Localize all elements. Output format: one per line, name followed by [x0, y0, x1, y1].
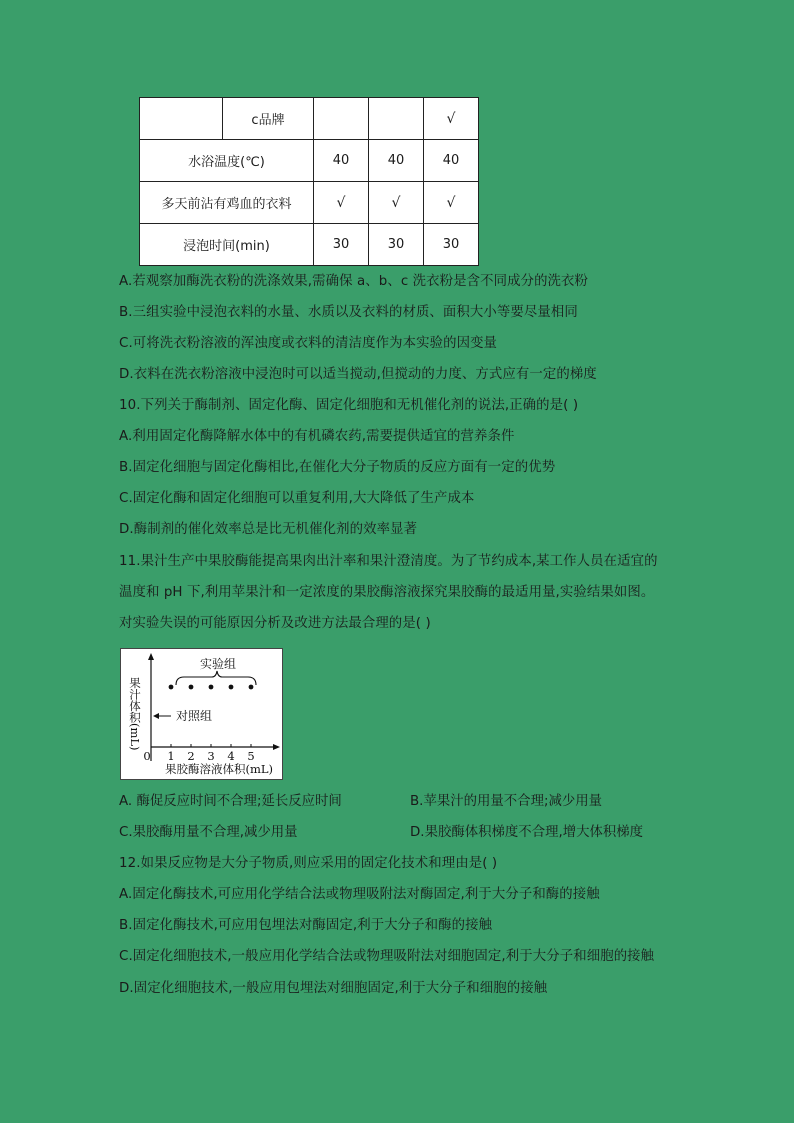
table-cell — [314, 98, 369, 140]
table-cell: c品牌 — [223, 98, 314, 140]
q10-option-a: A.利用固定化酶降解水体中的有机磷农药,需要提供适宜的营养条件 — [119, 429, 515, 444]
table-cell: 多天前沾有鸡血的衣料 — [140, 182, 314, 224]
table-cell — [369, 98, 424, 140]
table-cell: 水浴温度(℃) — [140, 140, 314, 182]
data-point — [189, 685, 194, 690]
q10-option-d: D.酶制剂的催化效率总是比无机催化剂的效率显著 — [119, 522, 418, 537]
table-cell: √ — [424, 182, 479, 224]
q9-option-b: B.三组实验中浸泡衣料的水量、水质以及衣料的材质、面积大小等要尽量相同 — [119, 305, 578, 320]
table-cell: 40 — [369, 140, 424, 182]
table-cell: √ — [314, 182, 369, 224]
y-axis-label: 果汁体积(mL) — [128, 677, 142, 751]
q11-option-d: D.果胶酶体积梯度不合理,增大体积梯度 — [410, 825, 644, 840]
table-cell — [140, 98, 223, 140]
x-tick-label: 4 — [227, 749, 235, 763]
q12-option-b: B.固定化酶技术,可应用包埋法对酶固定,利于大分子和酶的接触 — [119, 918, 493, 933]
q12-option-d: D.固定化细胞技术,一般应用包埋法对细胞固定,利于大分子和细胞的接触 — [119, 981, 548, 996]
group-brace — [176, 671, 256, 685]
q12-option-a: A.固定化酶技术,可应用化学结合法或物理吸附法对酶固定,利于大分子和酶的接触 — [119, 887, 600, 902]
q9-option-c: C.可将洗衣粉溶液的浑浊度或衣料的清洁度作为本实验的因变量 — [119, 336, 498, 351]
control-arrow-head — [153, 713, 159, 719]
q10-option-b: B.固定化细胞与固定化酶相比,在催化大分子物质的反应方面有一定的优势 — [119, 460, 556, 475]
x-tick-label: 5 — [247, 749, 255, 763]
table-cell: 40 — [314, 140, 369, 182]
q9-option-a: A.若观察加酶洗衣粉的洗涤效果,需确保 a、b、c 洗衣粉是含不同成分的洗衣粉 — [119, 274, 589, 289]
table-cell: 30 — [314, 224, 369, 266]
experimental-group-label: 实验组 — [199, 657, 237, 671]
x-axis-label: 果胶酶溶液体积(mL) — [164, 762, 274, 776]
q10-stem: 10.下列关于酶制剂、固定化酶、固定化细胞和无机催化剂的说法,正确的是( ) — [119, 398, 579, 413]
q11-stem-line3: 对实验失误的可能原因分析及改进方法最合理的是( ) — [119, 616, 431, 631]
table-row — [140, 140, 479, 182]
q12-stem: 12.如果反应物是大分子物质,则应采用的固定化技术和理由是( ) — [119, 856, 498, 871]
q9-option-d: D.衣料在洗衣粉溶液中浸泡时可以适当搅动,但搅动的力度、方式应有一定的梯度 — [119, 367, 597, 382]
table-cell: 30 — [369, 224, 424, 266]
table-cell: 浸泡时间(min) — [140, 224, 314, 266]
x-tick-label: 3 — [207, 749, 215, 763]
x-tick-label: 1 — [167, 749, 175, 763]
table-cell: √ — [424, 98, 479, 140]
table-cell: √ — [369, 182, 424, 224]
q10-option-c: C.固定化酶和固定化细胞可以重复利用,大大降低了生产成本 — [119, 491, 475, 506]
table-cell: 30 — [424, 224, 479, 266]
table-row — [140, 182, 479, 224]
x-axis-arrow — [273, 744, 280, 750]
y-axis-arrow — [148, 653, 154, 660]
control-group-label: 对照组 — [176, 709, 213, 723]
pectinase-chart — [120, 648, 283, 780]
table-row — [140, 224, 479, 266]
table-row — [140, 98, 479, 140]
x-tick-label: 2 — [187, 749, 195, 763]
table-cell: 40 — [424, 140, 479, 182]
experiment-table — [139, 97, 479, 266]
q11-option-b: B.苹果汁的用量不合理;减少用量 — [410, 794, 603, 809]
q11-option-a: A. 酶促反应时间不合理;延长反应时间 — [119, 794, 342, 809]
q11-stem-line1: 11.果汁生产中果胶酶能提高果肉出汁率和果汁澄清度。为了节约成本,某工作人员在适宜的 — [119, 554, 658, 569]
x-tick-label: 0 — [143, 749, 151, 763]
data-point — [249, 685, 254, 690]
q11-stem-line2: 温度和 pH 下,利用苹果汁和一定浓度的果胶酶溶液探究果胶酶的最适用量,实验结果如图。 — [119, 585, 655, 600]
q12-option-c: C.固定化细胞技术,一般应用化学结合法或物理吸附法对细胞固定,利于大分子和细胞的接触 — [119, 949, 655, 964]
data-point — [229, 685, 234, 690]
data-point — [169, 685, 174, 690]
q11-option-c: C.果胶酶用量不合理,减少用量 — [119, 825, 298, 840]
data-point — [209, 685, 214, 690]
